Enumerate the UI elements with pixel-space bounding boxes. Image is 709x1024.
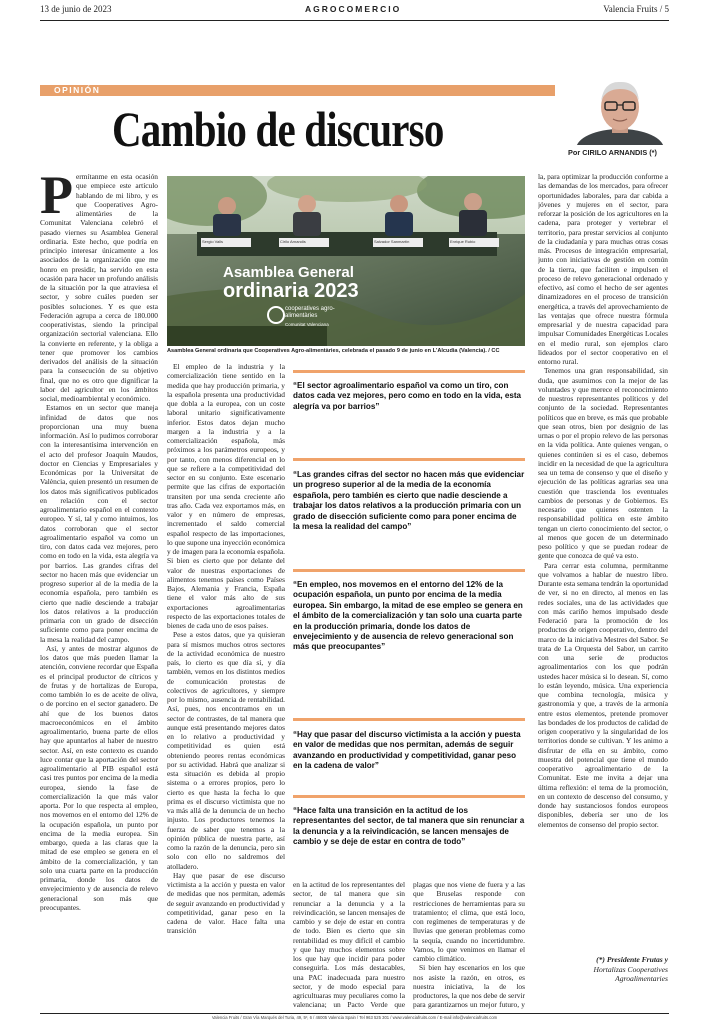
body-paragraph: la, para optimizar la producción conforme a las demandas de los mercados, para ofrecer oportunidades laborales, para dar cabida a jóvenes y mujeres en el sector, para reforzar la posición de los agricultores en la cadena, para proteger y vertebrar el territorio, para prestar servicios al conjunto de la ciudadanía y para muchas otras cosas más. Procesos de integración empresarial, junto con iniciativas de gestión en común de la tierra, que faciliten e impulsen el proceso de relevo generacional ordenado y efectivo, así como el hecho de ser agentes dinamizadores en el proceso de transición energética, a través del aprovechamiento de las ventajas que ofrece nuestra fórmula empresarial y de nuestra capacidad para impulsar Comunidades Energéticas Locales en el medio rural, son ejemplos claro lideados por el sector cooperativo en el entorno rural. bbox=[538, 172, 668, 366]
nameplate-1: Sergio Valls bbox=[202, 239, 224, 244]
signature-line-2: Hortalizas Cooperatives bbox=[593, 964, 668, 974]
nameplate-2: Cirilo Arnandis bbox=[280, 239, 306, 244]
body-column-4 bbox=[413, 880, 525, 1010]
signature-line-3: Agroalimentaries bbox=[615, 974, 668, 983]
quote-rule bbox=[293, 458, 525, 461]
pull-quote-1: “El sector agroalimentario español va como un tiro, con datos cada vez mejores, pero como en todo en la vida, esta alegría va por barrios” bbox=[293, 381, 522, 411]
body-paragraph: Si bien hay escenarios en los que nos asiste la razón, en otros, es nuestra iniciativa, la de los productores, la que nos debe de servir para garantizarnos un mejor futuro, y bbox=[413, 963, 525, 1010]
author-photo bbox=[568, 75, 668, 145]
banner-title-line1: Asamblea General bbox=[223, 264, 354, 281]
headline: Cambio de discurso bbox=[112, 101, 444, 157]
body-paragraph: Permítanme en esta ocasión que empiece este artículo hablando de mi libro, y es que Cooperatives Agro-alimentàries de la Comunitat Valenciana celebró el pasado viernes su Asamblea General ordinaria. Este hecho, que podría en principio interesar únicamente a los asociados de la organización que me honro en presidir, ha servido en esta ocasión para hacer un profundo análisis de la situación por la que atraviesa el sector, y sobre cuáles pueden ser posibles soluciones. Y es que esta Federación agrupa a cerca de 180.000 cooperativistas, siendo la principal organización sectorial valenciana. Ello la convierte en referente, y la obliga a tener que promover los cambios derivados del análisis de la situación para la consecución de su objetivo final, que no es otro que dignificar la labor del agricultor en los ámbitos social, medioambiental y económico. bbox=[40, 172, 158, 403]
quote-rule bbox=[293, 795, 525, 798]
pull-quote-5: “Hace falta una transición en la actitud de los representantes del sector, de tal manera que sin renunciar a la denuncia y a la reivindicación, se lancen mensajes de cambio y se deje de estar en contra de todo” bbox=[293, 806, 525, 847]
banner-title-line2: ordinaria 2023 bbox=[223, 280, 359, 302]
nameplate-3: Salvador Sanmartín bbox=[374, 239, 410, 244]
footer-rule bbox=[40, 1013, 669, 1014]
banner-logo-text: cooperatives agro-alimentàries bbox=[285, 306, 335, 319]
pull-quote-2: “Las grandes cifras del sector no hacen más que evidenciar un progreso superior al de la media de la economía española, pero también es cierto que nadie desciende a trabajar los datos relativos a la producción primaria con un grado de disección suficiente como para poner encima de la mesa la realidad del campo” bbox=[293, 470, 525, 532]
body-paragraph: Así, y antes de mostrar algunos de los datos que más pueden llamar la atención, conviene recordar que España es el principal productor de cítricos y de frutas y de hortalizas de Europa, como también lo es de aceite de oliva, o de porcino en el sector ganadero. De ahí que de los buenos datos macroeconómicos en el ámbito agroalimentario, buena parte de ellos hay que apuntarlos al haber de nuestro sector. Así, en este contexto es cuando luce contar que la aportación del sector agroalimentario al PIB español está casi tres puntos por encima de la media europea, siendo la fase de comercialización la que más valor aporta. Por lo que respecta al empleo, nos movemos en el entorno del 12% de la ocupación española, un punto por encima de la media europea. Sin embargo, queda a las claras que la mitad de ese empleo se genera en el ámbito de la comercialización, y tan solo una cuarta parte en la producción primaria, donde los datos de envejecimiento y de ausencia de relevo generacional son más que preocupantes. bbox=[40, 643, 158, 912]
nameplate-4: Enrique Rubio bbox=[450, 239, 476, 244]
section-tag-label: OPINIÓN bbox=[54, 85, 101, 95]
footer-text: Valencia Fruits / Gran Vía Marqués del Turia, 49, 5º, 6 / 46005 Valencia Spain / Tel 963 525 301 / www.valenciafruits.com / E-mail info@valenciafruits.com bbox=[211, 1015, 498, 1020]
body-column-2 bbox=[167, 362, 285, 1012]
page-date: 13 de junio de 2023 bbox=[40, 4, 112, 14]
body-paragraph: Estamos en un sector que maneja infinidad de datos que nos proporcionan una muy buena información. Así lo pudimos corroborar con la interesantísima intervención en el acto del profesor Joaquín Maudos, doctor en Ciencias y Empresariales y Económicas por la Universitat de València, quien presentó un resumen de los datos más significativos publicados en relación con el sector agroalimentario español en el contexto europeo. Y sí, tal y como intuimos, los datos corroboran que el sector agroalimentario español va como un tiro, con datos cada vez mejores, pero como en todo en la vida, esta alegría va por barrios. Las grandes cifras del sector no hacen más que evidenciar un progreso superior al de la media de la economía española, pero también es cierto que nadie desciende a trabajar los datos relativos a la producción primaria con un grado de disección suficiente como para poner encima de la mesa la realidad del campo. bbox=[40, 403, 158, 644]
banner-logo-sub: Comunitat Valenciana bbox=[285, 322, 329, 327]
header-rule bbox=[40, 20, 669, 21]
body-column-5 bbox=[538, 172, 668, 942]
body-column-3 bbox=[293, 880, 405, 1010]
dropcap: P bbox=[40, 172, 73, 225]
pull-quote-4: “Hay que pasar del discurso victimista a la acción y puesta en valor de medidas que nos permitan, además de seguir avanzando en productividad y competitividad, ganar peso en la cadena de valor” bbox=[293, 730, 521, 771]
quote-rule bbox=[293, 569, 525, 572]
quote-rule bbox=[293, 718, 525, 721]
section-tag bbox=[40, 85, 555, 96]
page-number: Valencia Fruits / 5 bbox=[603, 4, 669, 14]
banner-logo-icon bbox=[267, 306, 285, 324]
body-paragraph: en la actitud de los representantes del sector, de tal manera que sin renunciar a la denuncia y a la reivindicación, se lancen mensajes de cambio y se deje de estar en contra de todo. Bien es cierto que sin rentabilidad es muy difícil el cambio y que hay muchos elementos sobre los que hay que incidir para poder conseguirla. Los más destacables, una PAC inadecuada para nuestro sector, y de modo especial para agricultuaras muy peculiares como la valenciana; un Pacto Verde que bbox=[293, 880, 405, 1010]
event-photo bbox=[167, 176, 525, 346]
signature-line-1: (*) Presidente Frutas y bbox=[596, 955, 668, 964]
body-paragraph: Pese a estos datos, que ya quisieran para sí mismos muchos otros sectores de la actividad económica de nuestro país, lo cierto es que día sí, y día también, vemos en los distintos medios de comunicación protestas de colectivos de agricultores, y siempre por lo mismo, ausencia de rentabilidad. Así, pues, nos encontramos en un sector de contrastes, de tal manera que aunque está presentando mejores datos en lo relativo a productividad y competitividad es quien está obteniendo peores rentas económicas por su actividad. Habrá que analizar si esta situación es debida al propio sistema o a errores propios, pero lo cierto es que hasta la fecha lo que prima es el discurso victimista que no va más allá de la denuncia de un hecho injusto. Los productores tenemos la fuerza de saber que tenemos a la opinión pública de nuestra parte, así como la razón de la denuncia, pero sin solo con ello no saldremos del atolladero. bbox=[167, 630, 285, 871]
body-paragraph: plagas que nos viene de fuera y a las que Bruselas responde con restricciones de herramientas para su tratamiento; el clima, que está loco, con regímenes de temperaturas y de lluvias que generan problemas como la sequía, cuando no incertidumbre. Vamos, lo que venimos en llamar el cambio climático. bbox=[413, 880, 525, 963]
pull-quote-3: “En empleo, nos movemos en el entorno del 12% de la ocupación española, un punto por encima de la media europea. Sin embargo, la mitad de ese empleo se genera en el ámbito de la comercialización y tan solo una cuarta parte en la producción primaria, donde los datos de envejecimiento y de ausencia de relevo generacional son más que preocupantes” bbox=[293, 580, 523, 652]
body-paragraph: Tenemos una gran responsabilidad, sin duda, que asumimos con la mejor de las voluntades y que merece el reconocimiento de nuestros representantes políticos y del conjunto de la sociedad. Representantes políticos que en breve, es más que probable que sean otros, bien por designio de las urnas o por el propio relevo de las personas en la vida política. Ante quienes vengan, o quienes continúen si es el caso, debemos incidir en la necesidad de que la agricultura sea un tema de consenso y que el diseño y ejecución de las políticas agrarias sea una cuestión que trascienda los eventuales cambios de personas y de Gobiernos. Es necesario que quienes ostenten la responsabilidad política en este ámbito tengan un cierto conocimiento del sector, o al menos que gocen de un determinado peso político y que se puedan rodear de gente que conozca de qué va esto. bbox=[538, 366, 668, 561]
author-byline: Por CIRILO ARNANDIS (*) bbox=[568, 148, 657, 157]
section-name: AGROCOMERCIO bbox=[305, 4, 402, 14]
body-paragraph: Para cerrar esta columna, permítanme que volvamos a hablar de nuestro libro. Durante esta semana tendrán la oportunidad de ver, si no en directo, al menos en las redes sociales, una de las actividades que con más cariño hemos impulsado desde Federació para la promoción de los productos de origen cooperativo, dentro del marco de la iniciativa Mestres del Sabor. Se trata de La Orquesta del Sabor, un carrito con una serie de productos agroalimentarios con los que podrán ustedes hacer música si lo desean. Sí, como lo están leyendo, música. Una experiencia que combina tecnología, música y gastronomía y que, a través de la armonía entre estos elementos, pretende promover las bondades de los productos de calidad de origen cooperativo y la singularidad de los territorios donde se cultivan. Y les animo a disfrutar de ella en su ámbito, como muestra del potencial que tiene el mundo cooperativo agroalimentario de la Comunitat. Este me invita a dejar una última reflexión: el tema de la promoción, en un contexto de descenso del consumo, y donde hay sustanciosos fondos europeos disponibles, debería ser uno de los elementos de consenso del propio sector. bbox=[538, 560, 668, 829]
body-column-1 bbox=[40, 172, 158, 937]
quote-rule bbox=[293, 370, 525, 373]
signature bbox=[538, 955, 668, 984]
body-paragraph: El empleo de la industria y la comercialización tiene sentido en la medida que hay producción primaria, y la española presenta una productividad que dobla a la europea, con un coste laboral unitario significativamente inferior. Estos datos dejan mucho margen a la industria y a la comercialización española, más próximos a los parámetros europeos, y por tanto, con menos diferencial en lo que se refiere a la competitividad del sector en su conjunto. Este escenario permite que las cifras de exportación transiten por una senda creciente año tras año. Cada vez exportamos más, en valor y en número de empresas, incrementado el saldo comercial español respecto de las importaciones, lo que supone una inyección económica y de imagen para la economía española. Si bien es cierto que por delante del valor de nuestras exportaciones de alimentos tenemos países como Países Bajos, Alemania y Francia, España tiene el valor más alto de sus exportaciones agroalimentarias respecto de las exportaciones totales de bienes de cada uno de esos países. bbox=[167, 362, 285, 630]
body-paragraph: Hay que pasar de ese discurso victimista a la acción y puesta en valor de medidas que nos permitan, además de seguir avanzando en productividad y competitividad, ganar peso en la cadena de valor. Hace falta una transición bbox=[167, 870, 285, 936]
photo-caption: Asamblea General ordinaria que Cooperatives Agro-alimentàries, celebrada el pasado 9 de junio en L'Alcudia (Valencia). / CC bbox=[167, 348, 500, 354]
